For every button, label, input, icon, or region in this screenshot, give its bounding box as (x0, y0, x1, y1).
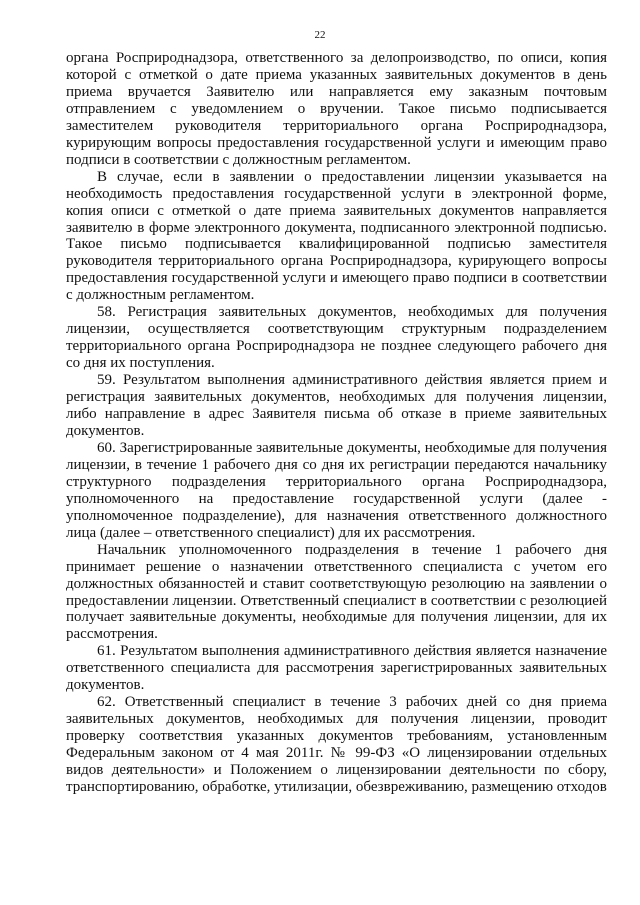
paragraph: органа Росприроднадзора, ответственного за делопроизводство, по описи, копия которой с отметкой о дате приема указанных заявительных документов в день приема вручается Заявителю или направляется ему заказным почтовым отправлением с уведомлением о вручении. Такое письмо подписывается заместителем руководителя территориального органа Росприроднадзора, курирующим вопросы предоставления государственной услуги и имеющим право подписи в соответствии с должностным регламентом. (66, 50, 607, 168)
paragraph: Начальник уполномоченного подразделения в течение 1 рабочего дня принимает решение о назначении ответственного специалиста с учетом его должностных обязанностей и ставит соответствующую резолюцию на заявлении о предоставлении лицензии. Ответственный специалист в соответствии с резолюцией получает заявительные документы, необходимые для получения лицензии, для их рассмотрения. (66, 541, 607, 643)
page-number: 22 (314, 29, 326, 41)
paragraph-62: 62. Ответственный специалист в течение 3 рабочих дней со дня приема заявительных документов, необходимых для получения лицензии, проводит проверку соответствия указанных документов требованиям, установленным Федеральным законом от 4 мая 2011г. № 99-ФЗ «О лицензировании отдельных видов деятельности» и Положением о лицензировании деятельности по сбору, транспортированию, обработке, утилизации, обезвреживанию, размещению отходов (66, 694, 607, 795)
paragraph: В случае, если в заявлении о предоставлении лицензии указывается на необходимость предоставления государственной услуги в электронной форме, копия описи с отметкой о дате приема заявительных документов направляется заявителю в форме электронного документа, подписанного электронной подписью. Такое письмо подписывается квалифицированной подписью заместителя руководителя территориального органа Росприроднадзора, курирующего вопросы предоставления государственной услуги и имеющего право подписи в соответствии с должностным регламентом. (66, 168, 607, 304)
paragraph-59: 59. Результатом выполнения административного действия является прием и регистрация заявительных документов, необходимых для получения лицензии, либо направление в адрес Заявителя письма об отказе в приеме заявительных документов. (66, 372, 607, 439)
paragraph-58: 58. Регистрация заявительных документов, необходимых для получения лицензии, осуществляется соответствующим структурным подразделением территориального органа Росприроднадзора не позднее следующего рабочего дня со дня их поступления. (66, 304, 607, 372)
document-body (66, 50, 607, 796)
paragraph-61: 61. Результатом выполнения административного действия является назначение ответственного специалиста для рассмотрения зарегистрированных заявительных документов. (66, 643, 607, 694)
paragraph-60: 60. Зарегистрированные заявительные документы, необходимые для получения лицензии, в течение 1 рабочего дня со дня их регистрации передаются начальнику структурного подразделения территориального органа Росприроднадзора, уполномоченного на предоставление государственной услуги (далее - уполномоченное подразделение), для назначения ответственного должностного лица (далее – ответственного специалист) для их рассмотрения. (66, 439, 607, 541)
